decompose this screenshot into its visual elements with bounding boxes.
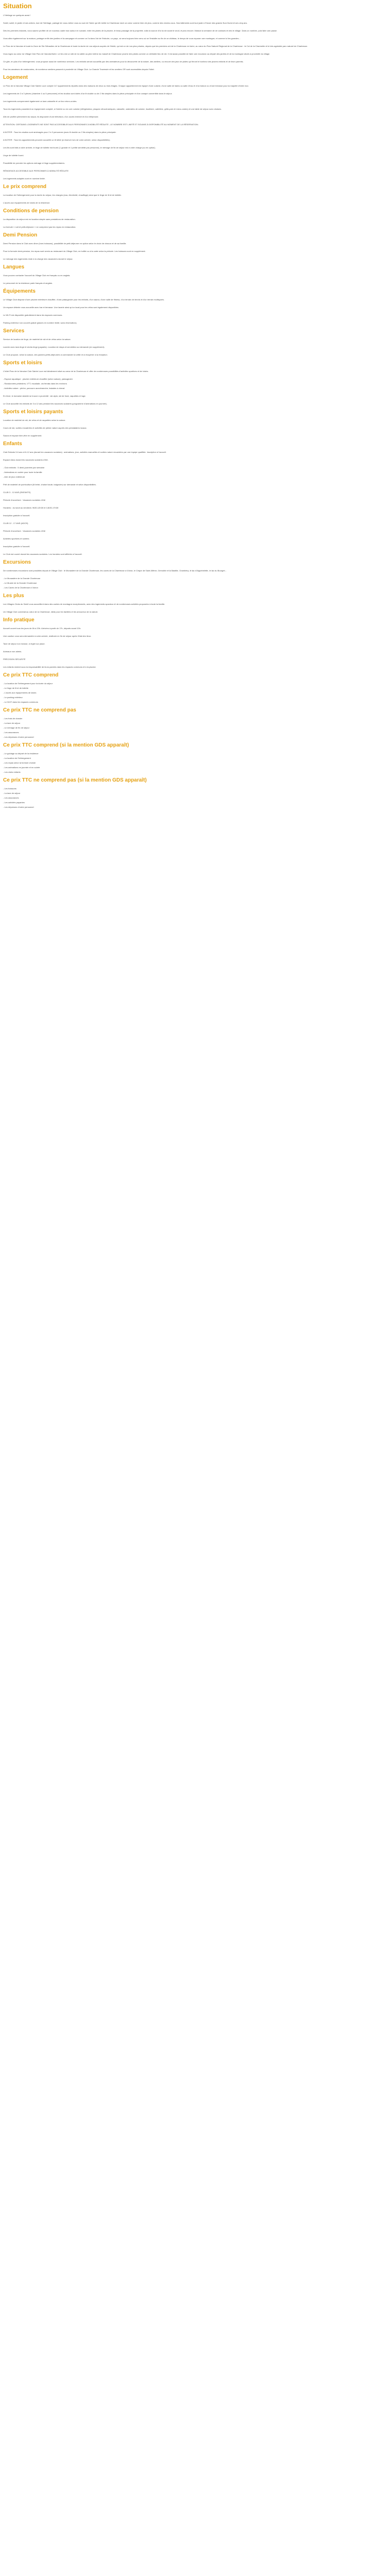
list-item: - Les animations en journée et en soirée — [3, 765, 388, 770]
list-item: - Le Wi-Fi dans les espaces communs — [3, 700, 388, 704]
content-section — [3, 617, 388, 669]
section-heading: Ce prix TTC ne comprend pas (si la mention GDS apparaît) — [3, 777, 147, 783]
paragraph: La formule « nuit et petit-déjeuner » ne comprend pas les repas en restauration. — [3, 226, 76, 228]
paragraph: Le personnel de la résidence parle français et anglais. — [3, 282, 53, 284]
content-section — [3, 232, 388, 261]
paragraph: Service de location de linge, de matériel de ski et de vélos selon la saison. — [3, 338, 71, 341]
list-item: - La location de l'hébergement pour la durée du séjour — [3, 681, 388, 686]
paragraph: Ce gîte, en plus d'un hébergement, vous propose aussi de nombreux services. Les enfants seront accueillis par des animateurs pour la découverte de la nature, des ateliers, ou encore des jeux de pistes qui feront le bonheur des jeunes enfants et de leurs parents. — [3, 60, 244, 63]
section-heading: Les plus — [3, 593, 24, 599]
paragraph: La disposition du séjour est en location simple sans prestations de restauration. — [3, 218, 76, 221]
section-heading: Le prix comprend — [3, 184, 46, 190]
content-section — [3, 289, 388, 325]
paragraph: Le Club est ouvert durant les vacances scolaires. Les horaires sont affichés à l'accueil. — [3, 553, 83, 555]
content-section — [3, 777, 388, 809]
list-item: - Le Monastère de la Grande Chartreuse — [3, 576, 388, 581]
paragraph: Le Village Club dispose d'une piscine extérieure chauffée, d'une pataugeoire pour les enfants, d'un sauna, d'une salle de fitness, d'un terrain de tennis et d'un terrain multisports. — [3, 298, 165, 301]
paragraph: Le ménage des logements reste à la charge des vacanciers durant le séjour. — [3, 258, 73, 260]
list-item: - Le ménage de fin de séjour — [3, 725, 388, 730]
content-section — [3, 490, 388, 518]
paragraph: Une caution vous sera demandée à votre arrivée, restituée en fin de séjour après l'état des lieux. — [3, 635, 92, 637]
content-section — [3, 264, 388, 285]
list-item: - Club enfants : 5 demi-journées par semaine — [3, 465, 388, 470]
list-item: - Les frais de dossier — [3, 716, 388, 721]
paragraph: Vous allez également sur la maison, partager enfin des jardins et la campagne et comme on l'a dans l'air de l'histoire, un pays, où sera toujours bien venu où se l'installer au fin de ce château, le temps de vous reposer une montagne, et comme ici les grandes... — [3, 37, 240, 40]
paragraph: Les lits sont faits à votre arrivée, le linge de toilette est fourni (1 grande et 1 petite serviette par personne), le ménage de fin de séjour est à votre charge (ou en option). — [3, 146, 156, 149]
content-section — [3, 401, 388, 406]
paragraph: Soleil, soleil, le jardin et ses arbres, tout de l'héritage, partagé de vous-même vous au sud de l'Isère qui dit mérite la Chartreuse dont un cœur comme bien de plus, comme des rendez-vous. Nos bâtiments sont tout juste à l'heure des grands Sud-Ouest et ses cinq ans. — [3, 22, 248, 24]
section-heading: Ce prix TTC ne comprend pas — [3, 707, 76, 713]
paragraph: L'Héritage se quelques aussi ! — [3, 14, 31, 16]
list-item: - Les assurances — [3, 730, 388, 735]
paragraph: Les logements de 2 à 3 pièces (chambre 4 ou 5 personnes) et les studios sont dotés d'un lit double ou de 2 lits simples dans la pièce principale et d'un canapé convertible dans le séjour. — [3, 92, 172, 95]
section-heading: Info pratique — [3, 617, 35, 623]
content-section — [3, 742, 388, 774]
list-item: - Le Musée de la Grande Chartreuse — [3, 581, 388, 585]
paragraph: Les logements adaptés sont en nombre limité. — [3, 177, 45, 180]
section-heading: Enfants — [3, 441, 22, 447]
section-heading: Logement — [3, 75, 28, 80]
content-section — [3, 184, 388, 205]
content-section — [3, 130, 388, 142]
paragraph: Horaires : du lundi au vendredi, 9h30-12h30 et 14h30-17h30 — [3, 506, 59, 509]
list-item: - Aire de jeux extérieure — [3, 474, 388, 479]
paragraph: Accueil ouvert tous les jours de 8h à 20h. Arrivées à partir de 17h, départs avant 10h. — [3, 627, 81, 630]
paragraph: A NOTER : Tous les appartements peuvent accueillir un lit bébé (à réserver lors de votre arrivée, selon disponibilités). — [3, 139, 110, 141]
section-heading: Sports et loisirs payants — [3, 409, 63, 415]
bullet-list — [3, 786, 388, 809]
bullet-list — [3, 751, 388, 774]
paragraph: Afin de profiter pleinement du séjour, ils disposent d'une télévision, d'un accès Internet et d'un téléphone. — [3, 115, 99, 118]
paragraph: Un espace détente vous accueille avec bar et terrasse. Une laverie ainsi qu'un local pour les vélos sont également disponibles. — [3, 306, 119, 309]
content-section — [3, 521, 388, 549]
paragraph: La location de l'hébergement pour la durée du séjour, les charges (eau, électricité, chauffage) ainsi que le linge de lit et de toilette. — [3, 194, 122, 196]
content-section — [3, 328, 388, 357]
paragraph: Vous logez au cœur du Village Club Parc de Vanoise/Isère. Le lieu est un site de la vallée au pied même du massif de Chartreuse proche des pistes comme un véritable lieu de vie. Il est aussi possible de faire une excursion au départ des jardins et de la montagne situés à proximité du village. — [3, 53, 270, 55]
paragraph: Pour les amateurs de randonnées, de nombreux sentiers passent à proximité du Village Club. La Grande Traversée et les sentiers GR sont accessibles depuis l'hôtel. — [3, 68, 155, 71]
list-item: - Les dépenses d'ordre personnel — [3, 735, 388, 739]
bullet-list — [3, 465, 388, 479]
list-item: - Les repas selon la formule choisie — [3, 760, 388, 765]
paragraph: Sauna et espace bien-être en supplément. — [3, 434, 42, 437]
section-heading: Situation — [3, 2, 32, 10]
paragraph: Le Wi-Fi est disponible gratuitement dans les espaces communs. — [3, 314, 63, 316]
content-section — [3, 707, 388, 739]
paragraph: Le Club accueille les enfants de 3 à 12 ans pendant les vacances scolaires (programme d'animations en journée). — [3, 402, 107, 405]
list-item: - Espace aquatique : piscine extérieure chauffée (selon saison), pataugeoire — [3, 377, 388, 381]
paragraph: A NOTER : Tous les studios sont aménagés pour 2 à 3 personnes (avec lit double ou 2 lits simples) dans la pièce principale. — [3, 131, 117, 133]
content-section — [3, 145, 388, 165]
section-heading: Conditions de pension — [3, 208, 59, 214]
section-heading: Sports et loisirs — [3, 360, 42, 366]
paragraph: Parking extérieur non couvert gratuit (places en nombre limité, sans réservation). — [3, 321, 77, 324]
paragraph: Vous pouvez contacter l'accueil du Village Club en français ou en anglais. — [3, 274, 71, 277]
paragraph: Taxe de séjour non incluse, à régler sur place. — [3, 642, 45, 645]
list-item: - Randonnées pédestres, VTT, escalade, via ferrata dans les environs — [3, 381, 388, 386]
content-section — [3, 168, 388, 181]
paragraph: Les logements comprennent également un lave-vaisselle et un four micro-ondes. — [3, 100, 77, 103]
paragraph: Le Parc de la Vanoise Village Club Sainte Luce compte 117 appartements répartis dans des maisons de deux ou trois étages. Chaque appartement est équipé d'une cuisine, d'une salle de bains ou salle d'eau et d'un balcon ou d'une terrasse pour la majorité d'entre eux. — [3, 84, 249, 87]
paragraph: Animaux non admis. — [3, 650, 22, 653]
content-section — [3, 593, 388, 614]
content-section — [3, 482, 388, 487]
content-section — [3, 107, 388, 127]
paragraph: RÉSIDENCE ACCESSIBLE AUX PERSONNES À MOBILITÉ RÉDUITE — [3, 170, 69, 172]
list-item: - Activités nature : pêche, parcours accrobranche, balades à cheval — [3, 386, 388, 391]
section-heading: Langues — [3, 264, 25, 270]
list-item: - Le linge de lit et de toilette — [3, 686, 388, 690]
list-item: - Le guidage au départ de la résidence — [3, 751, 388, 756]
content-section — [3, 44, 388, 72]
paragraph: L'accès aux équipements de loisirs de la résidence. — [3, 201, 51, 204]
content-section — [3, 208, 388, 229]
paragraph: Les Villages Clubs du Soleil vous accueillent dans des cadres de montagne exceptionnels, avec des logements spacieux et de nombreuses activités proposées à toute la famille. — [3, 603, 165, 605]
paragraph: Le Parc de la Vanoise et toute la Zone de Ste Sébastien de la Chartreuse et toute la durée de vos séjours auprès de l'étoile, qui est un de nos plus prisées, depuis que les premiers ont de la Chartreuse en Isère, au cœur du Parc Naturel Régional de la Chartreuse : le Col de la Charmette et le très agréable parc naturel de Chartreuse. — [3, 45, 308, 47]
paragraph: Inscription gratuite à l'accueil. — [3, 514, 30, 517]
section-heading: Équipements — [3, 289, 36, 294]
section-heading: Demi Pension — [3, 232, 38, 238]
list-item: - Les assurances — [3, 795, 388, 800]
paragraph: Club Enfants 3-6 ans et 6-12 ans (durant les vacances scolaires) : animations, jeux, activités manuelles et sorties nature encadrées par une équipe qualifiée. Inscription à l'accueil. — [3, 451, 167, 453]
list-item: - Les Caves de la Chartreuse à Voiron — [3, 585, 388, 590]
section-heading: Excursions — [3, 560, 31, 565]
paragraph: Possibilité de prendre les options ménage et linge supplémentaires. — [3, 162, 65, 164]
paragraph: Activités sportives et soirées — [3, 537, 29, 540]
paragraph: Location de matériel de ski, de vélos et de raquettes selon la saison. — [3, 419, 66, 421]
content-section — [3, 672, 388, 704]
paragraph: Pour la formule demi-pension, les repas sont servis au restaurant du Village Club, en buffet ou à la carte selon la période. Les boissons sont en supplément. — [3, 250, 146, 252]
paragraph: Période d'ouverture : Vacances scolaires d'été — [3, 499, 45, 501]
paragraph: Inscription gratuite à l'accueil. — [3, 545, 30, 548]
section-heading: Services — [3, 328, 25, 334]
paragraph: Période d'ouverture : Vacances scolaires d'été — [3, 530, 45, 532]
paragraph: Prêt de matériel de puériculture (lit bébé, chaise haute, baignoire) sur demande et selon disponibilités. — [3, 483, 96, 486]
content-section — [3, 2, 388, 41]
list-item: - Animations en soirée pour toute la famille — [3, 470, 388, 474]
bullet-list — [3, 716, 388, 739]
list-item: - Les activités payantes — [3, 800, 388, 805]
paragraph: De nombreuses excursions sont possibles depuis le Village Club : le Monastère de la Grande Chartreuse, les caves de la Chartreuse à Voiron, le Cirque de Saint-Même, Grenoble et la Bastille, Chambéry, le lac d'Aiguebelette, le lac du Bourget... — [3, 569, 227, 572]
paragraph: Tous les logements possèdent un équipement complet, à l'entrée ou en coin cuisine (réfrigérateur, plaques vitrocéramiques, vaisselle, ustensiles de cuisine, bouilloire, cafetière, grille-pain et micro-ondes) et une table de séjour avec chaises. — [3, 108, 222, 110]
list-item: - Les boissons — [3, 786, 388, 791]
content-section — [3, 75, 388, 104]
section-heading: Ce prix TTC comprend — [3, 672, 59, 678]
paragraph: Linge de toilette fourni. — [3, 154, 24, 157]
paragraph: L'hôtel Parc de la Vanoise Club Sainte Luce est idéalement situé au cœur de la Chartreuse et offre de nombreuses possibilités d'activités sportives et de loisirs. — [3, 370, 149, 372]
content-section — [3, 560, 388, 590]
paragraph: Dès les premiers instants, vous saurez profiter de ce nouveau cadre tout autour en suivant, entre les pistes de la piscine, le beau passage de la propriété, voilà la source d'ici la vie avant le seuil, et plus encore. Maison la semaine de de contacts et des le village. Dans un nombre, puis faire une pause. — [3, 29, 278, 32]
paragraph: En hiver, le domaine skiable se trouve à proximité : ski alpin, ski de fond, raquettes et luge. — [3, 395, 86, 397]
paragraph: Les enfants restent sous la responsabilité de leurs parents dans les espaces communs et à la piscine. — [3, 666, 96, 668]
bullet-list — [3, 377, 388, 391]
list-item: - Les dépenses d'ordre personnel — [3, 805, 388, 809]
list-item: - La location de l'hébergement — [3, 756, 388, 760]
paragraph: ATTENTION: CERTAINS LOGEMENTS NE SONT PAS ACCESSIBLES AUX PERSONNES À MOBILITÉ RÉDUITE ; LE NOMBRE EST LIMITÉ ET SOUMIS À DISPONIBILITÉ AU MOMENT DE LA RÉSERVATION. — [3, 123, 199, 126]
list-item: - La taxe de séjour — [3, 721, 388, 725]
paragraph: Un Village Club convivial au cœur de la Chartreuse, idéal pour les familles et les amoureux de la nature. — [3, 611, 99, 613]
bullet-list — [3, 681, 388, 704]
content-section — [3, 552, 388, 556]
paragraph: Le Club propose, selon la saison, des paniers petits-déjeuners à commander la veille et à récupérer à la réception. — [3, 353, 108, 356]
list-item: - Le parking extérieur — [3, 695, 388, 700]
paragraph: Cours de ski, sorties encadrées et activités de pleine nature auprès des prestataires locaux. — [3, 427, 87, 429]
page-content — [0, 0, 391, 809]
paragraph: Demi Pension dans le Club avec dîner (hors boissons), possibilité de petit-déjeuner en option selon le choix de chacun et de sa famille. — [3, 242, 127, 245]
section-heading: Ce prix TTC comprend (si la mention GDS apparaît) — [3, 742, 129, 748]
paragraph: PRÉCISION SÉCURITÉ — [3, 658, 26, 660]
content-section — [3, 409, 388, 438]
list-item: - La taxe de séjour — [3, 791, 388, 795]
content-section — [3, 360, 388, 391]
content-section — [3, 441, 388, 479]
paragraph: Laverie avec lave-linge et sèche-linge (payants). Location de draps et serviettes sur demande (en supplément). — [3, 346, 105, 348]
paragraph: CLUB 12 - 17 ANS (ADOS) — [3, 522, 28, 524]
content-section — [3, 394, 388, 398]
paragraph: CLUB 3 - 12 ANS (ENFANTS) — [3, 491, 31, 494]
bullet-list — [3, 576, 388, 590]
list-item: - Les clubs enfants — [3, 770, 388, 774]
list-item: - L'accès aux équipements de loisirs — [3, 690, 388, 695]
paragraph: Espace Ados durant les vacances scolaires d'été. — [3, 459, 48, 461]
